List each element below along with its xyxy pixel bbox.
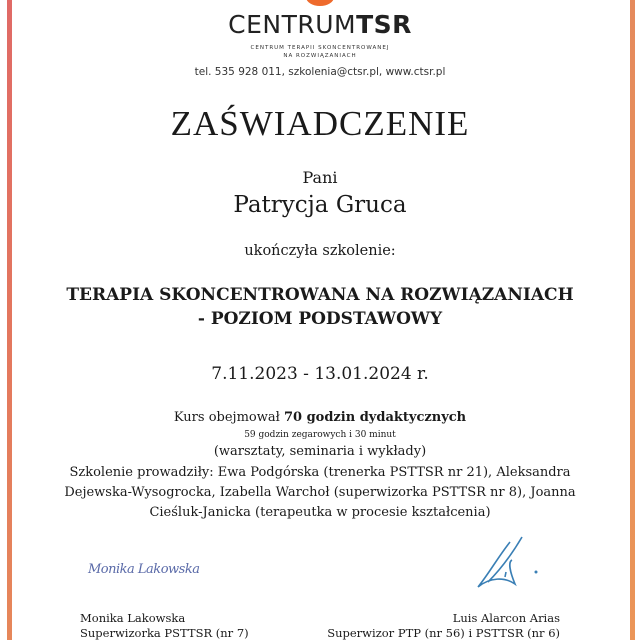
signer-left (80, 611, 249, 641)
signature-left-handwriting: Monika Lakowska (88, 562, 200, 577)
course-title-line2: - POZIOM PODSTAWOWY (197, 309, 443, 329)
brand-light: CENTRUM (228, 10, 357, 39)
hours-prefix: Kurs obejmował (173, 410, 284, 425)
brand-logo (0, 10, 640, 39)
signer-left-role: Superwizorka PSTTSR (nr 7) (80, 626, 249, 640)
brand-bold: TSR (356, 10, 412, 39)
brand-subtitle (0, 44, 640, 60)
brand-subtitle-line2: NA ROZWIĄZANIACH (283, 53, 357, 59)
recipient-name: Patrycja Gruca (233, 192, 407, 218)
course-title (0, 283, 640, 331)
brand-subtitle-line1: CENTRUM TERAPII SKONCENTROWANEJ (250, 45, 390, 51)
course-dates: 7.11.2023 - 13.01.2024 r. (211, 364, 429, 384)
signer-right-name: Luis Alarcon Arias (452, 611, 560, 625)
completed-text: ukończyła szkolenie: (244, 243, 396, 259)
course-hours (0, 410, 640, 425)
logo-icon (306, 0, 334, 6)
course-forms: (warsztaty, seminaria i wykłady) (213, 444, 427, 459)
signer-right-role: Superwizor PTP (nr 56) i PSTTSR (nr 6) (327, 626, 560, 640)
trainers-text: Szkolenie prowadziły: Ewa Podgórska (trenerka PSTTSR nr 21), Aleksandra Dejewska-Wysogrocka, Izabella Warchoł (superwizorka PSTTSR nr 8), Joanna Cieśluk-Janicka (terapeutka w procesie kształcenia) (64, 465, 576, 520)
signer-right (327, 611, 560, 641)
hours-bold: 70 godzin dydaktycznych (283, 410, 467, 425)
signer-left-name: Monika Lakowska (80, 611, 186, 625)
contact-info: tel. 535 928 011, szkolenia@ctsr.pl, www.ctsr.pl (194, 66, 446, 78)
salutation: Pani (302, 168, 338, 187)
certificate-title: ZAŚWIADCZENIE (170, 104, 470, 143)
signature-right-handwriting (470, 532, 550, 596)
hours-clock: 59 godzin zegarowych i 30 minut (244, 430, 396, 440)
course-title-line1: TERAPIA SKONCENTROWANA NA ROZWIĄZANIACH (66, 285, 574, 305)
